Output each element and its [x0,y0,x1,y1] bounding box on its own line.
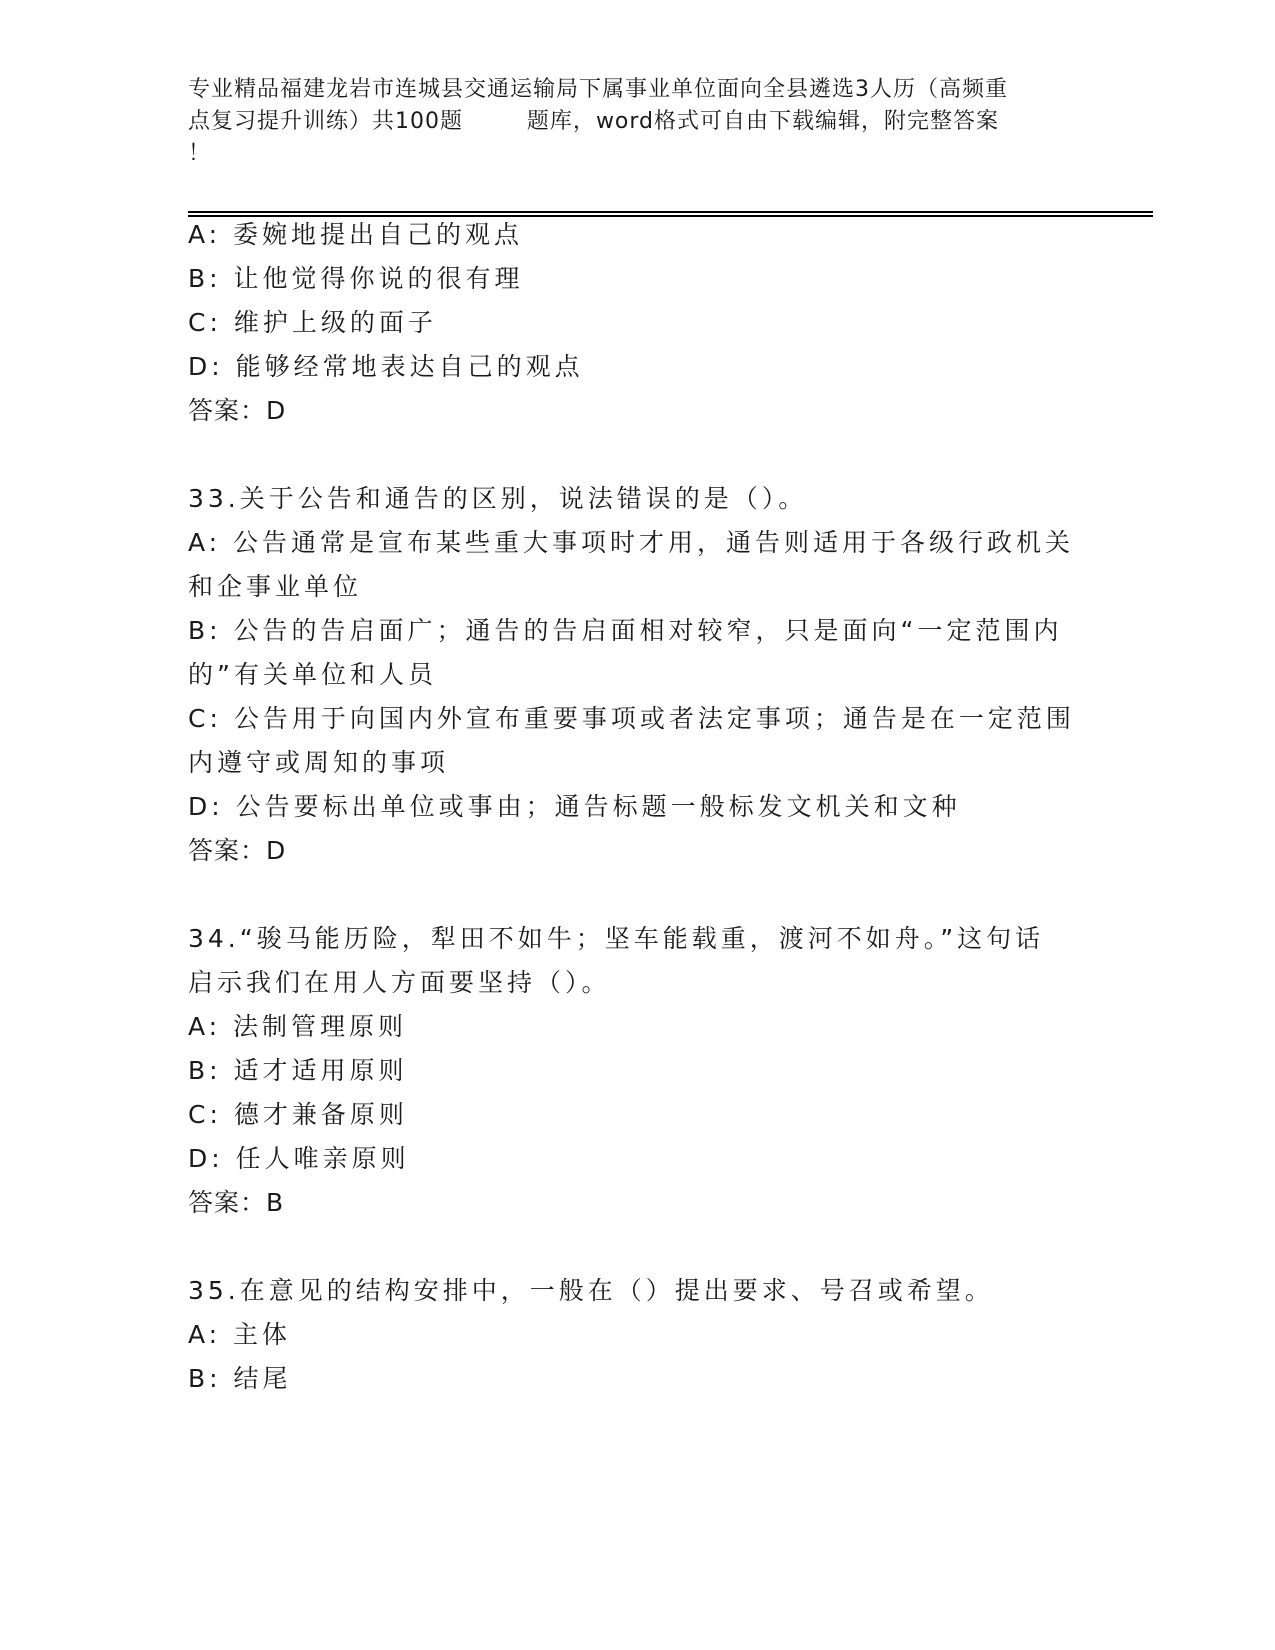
header-divider-top [188,211,1153,213]
q33-option-d: D: 公告要标出单位或事由；通告标题一般标发文机关和文种 [188,792,961,821]
document-title [188,74,1088,170]
q34-answer: 答案：B [188,1188,285,1217]
q35-option-a: A: 主体 [188,1320,292,1349]
title-line-3: ！ [188,141,212,166]
q34-option-c: C: 德才兼备原则 [188,1100,408,1129]
title-line-2: 点复习提升训练）共100题 题库，word格式可自由下载编辑，附完整答案 [188,109,1000,134]
q34-option-d: D: 任人唯亲原则 [188,1144,410,1173]
prev-option-a: A: 委婉地提出自己的观点 [188,220,524,249]
q33-stem: 33.关于公告和通告的区别，说法错误的是（）。 [188,484,808,513]
prev-option-d: D: 能够经常地表达自己的观点 [188,352,584,381]
header-divider-bottom [188,215,1153,217]
q34-stem: 34.“骏马能历险，犁田不如牛；坚车能载重，渡河不如舟。”这句话 [188,924,1045,953]
q33-answer: 答案：D [188,836,287,865]
title-line-1: 专业精品福建龙岩市连城县交通运输局下属事业单位面向全县遴选3人历（高频重 [188,77,1008,102]
q35-stem: 35.在意见的结构安排中，一般在（）提出要求、号召或希望。 [188,1276,994,1305]
q35-option-b: B: 结尾 [188,1364,292,1393]
q33-option-a: A: 公告通常是宣布某些重大事项时才用，通告则适用于各级行政机关 [188,528,1075,557]
prev-option-c: C: 维护上级的面子 [188,308,437,337]
q34-option-b: B: 适才适用原则 [188,1056,408,1085]
prev-answer: 答案：D [188,396,287,425]
q33-option-b-cont: 的”有关单位和人员 [188,660,437,689]
q33-option-c: C: 公告用于向国内外宣布重要事项或者法定事项；通告是在一定范围 [188,704,1075,733]
q34-stem-cont: 启示我们在用人方面要坚持（）。 [188,968,611,997]
q34-option-a: A: 法制管理原则 [188,1012,408,1041]
q33-option-c-cont: 内遵守或周知的事项 [188,748,450,777]
q33-option-a-cont: 和企事业单位 [188,572,363,601]
q33-option-b: B: 公告的告启面广；通告的告启面相对较窄，只是面向“一定范围内 [188,616,1063,645]
prev-option-b: B: 让他觉得你说的很有理 [188,264,524,293]
